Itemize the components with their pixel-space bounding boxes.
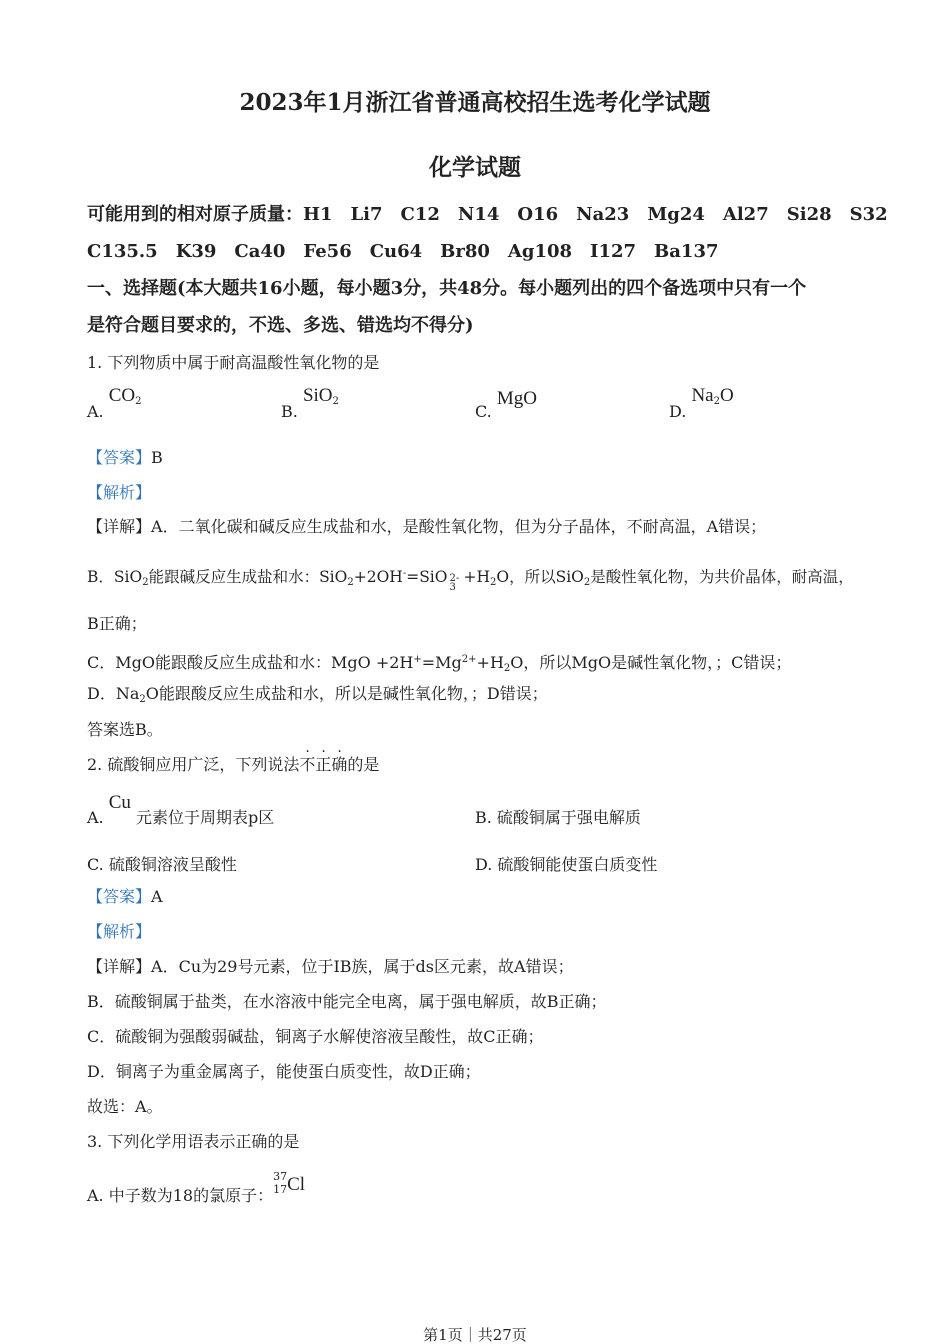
formula: Cu [108, 792, 131, 813]
page-footer: 第1页｜共27页 [423, 1326, 527, 1344]
q2-conclusion: 故选：A。 [87, 1097, 163, 1116]
answer-label: 【答案】 [87, 448, 152, 467]
detail-text: A．Cu为29号元素，位于IB族，属于ds区元素，故A错误； [151, 957, 574, 976]
t: C．MgO能跟酸反应生成盐和水：MgO +2H [87, 653, 414, 672]
atomic-mass-line-2: C135.5 K39 Ca40 Fe56 Cu64 Br80 Ag108 I127 Ba137 [87, 241, 719, 262]
formula: CO [108, 385, 136, 406]
emphasis: 不 [299, 755, 316, 774]
q2-detail-a [87, 956, 574, 978]
q2-detail-c: C．硫酸铜为强酸弱碱盐，铜离子水解使溶液呈酸性，故C正确； [87, 1027, 544, 1046]
option-letter: D. [669, 402, 687, 421]
q2-option-a [87, 790, 275, 827]
q2-analysis-label: 【解析】 [87, 922, 152, 941]
q2-detail-d: D．铜离子为重金属离子，能使蛋白质变性，故D正确； [87, 1062, 481, 1081]
formula: SiO [302, 385, 333, 406]
atomic-number: 17 [273, 1183, 288, 1196]
q2-answer [87, 886, 163, 908]
q1-answer [87, 447, 163, 469]
subscript: 2 [332, 396, 339, 407]
element-symbol: Cl [287, 1174, 306, 1195]
t: =Mg [421, 653, 462, 672]
option-letter: A. [87, 402, 104, 421]
q2-option-c: C. 硫酸铜溶液呈酸性 [87, 855, 237, 874]
subscript: 3 [449, 582, 456, 593]
q1-option-a [87, 385, 142, 421]
formula: MgO [496, 388, 537, 409]
q1-detail-d: D．$Na_2O$能跟酸反应生成盐和水，所以是碱性氧化物，；D错误； [87, 684, 548, 705]
emphasis: 确 [331, 755, 348, 774]
t: O，所以MgO是碱性氧化物，；C错误； [510, 653, 792, 672]
t: 是酸性氧化物，为共价晶体，耐高温， [590, 568, 854, 586]
subscript: 2 [135, 396, 142, 407]
q1-detail-c: C．MgO能跟酸反应生成盐和水：MgO $+2H^+=Mg^{2+}+H_2O$，所以MgO是碱性氧化物，；C错误； [87, 653, 792, 674]
detail-label: 【详解】 [87, 957, 152, 976]
q3-stem: 3. 下列化学用语表示正确的是 [87, 1132, 300, 1151]
option-letter: A. [87, 808, 104, 827]
q1-option-b [281, 385, 339, 421]
subscript: 2 [713, 396, 720, 407]
formula-tail: O [719, 385, 734, 406]
answer-value: A [151, 887, 163, 906]
option-text: A. 中子数为18的氯原子： [87, 1186, 274, 1205]
q2-stem [87, 754, 379, 776]
q1-conclusion: 答案选B。 [87, 720, 163, 739]
option-letter: B. [281, 402, 298, 421]
option-text: 元素位于周期表p区 [136, 808, 275, 827]
detail-label: 【详解】 [87, 517, 152, 536]
mass-number: 37 [273, 1170, 288, 1183]
q1-option-c [475, 388, 537, 421]
q1-detail-b: B．SiO$_2$能跟碱反应生成盐和水：SiO$_2$+2OH-=SiO 2- 3 $+H_2O$，所以SiO$_2$是酸性氧化物，为共价晶体，耐高温， [87, 563, 854, 594]
q2-option-d: D. 硫酸铜能使蛋白质变性 [475, 855, 658, 874]
q1-option-d [669, 385, 734, 421]
t: 2. 硫酸铜应用广泛，下列说法 [87, 755, 300, 774]
t: D．Na [87, 684, 140, 703]
t: +H [476, 653, 504, 672]
t: O能跟酸反应生成盐和水，所以是碱性氧化物，；D错误； [145, 684, 548, 703]
document-subtitle: 化学试题 [429, 154, 521, 181]
t: B．SiO [87, 568, 143, 586]
q1-analysis-label: 【解析】 [87, 483, 152, 502]
t: =SiO [406, 568, 448, 586]
q1-detail-b-cont: B正确； [87, 614, 147, 633]
t: O，所以SiO [496, 568, 584, 586]
q1-detail-a [87, 516, 766, 538]
emphasis: 正 [315, 755, 332, 774]
answer-value: B [151, 448, 163, 467]
section-heading-1: 一、选择题(本大题共16小题，每小题3分，共48分。每小题列出的四个备选项中只有一个 [87, 278, 807, 299]
formula: Na [691, 385, 714, 406]
document-title: 2023年1月浙江省普通高校招生选考化学试题 [239, 89, 711, 116]
q2-detail-b: B．硫酸铜属于盐类，在水溶液中能完全电离，属于强电解质，故B正确； [87, 992, 607, 1011]
q3-option-a [87, 1168, 306, 1205]
q1-stem: 1. 下列物质中属于耐高温酸性氧化物的是 [87, 353, 380, 372]
q2-option-b: B. 硫酸铜属于强电解质 [475, 808, 641, 827]
atomic-mass-values: H1 Li7 C12 N14 O16 Na23 Mg24 Al27 Si28 S32 [303, 204, 888, 225]
t: 的是 [347, 755, 380, 774]
atomic-mass-label: 可能用到的相对原子质量： [87, 204, 303, 225]
atomic-mass-line-1 [87, 204, 888, 226]
option-letter: C. [475, 402, 492, 421]
answer-label: 【答案】 [87, 887, 152, 906]
t: 能跟碱反应生成盐和水：SiO [148, 568, 348, 586]
t: +2OH [353, 568, 403, 586]
detail-text: A．二氧化碳和碱反应生成盐和水，是酸性氧化物，但为分子晶体，不耐高温，A错误； [151, 517, 767, 536]
charge: 2- [449, 573, 460, 584]
t: +H [463, 568, 490, 586]
section-heading-2: 是符合题目要求的，不选、多选、错选均不得分) [87, 315, 474, 336]
